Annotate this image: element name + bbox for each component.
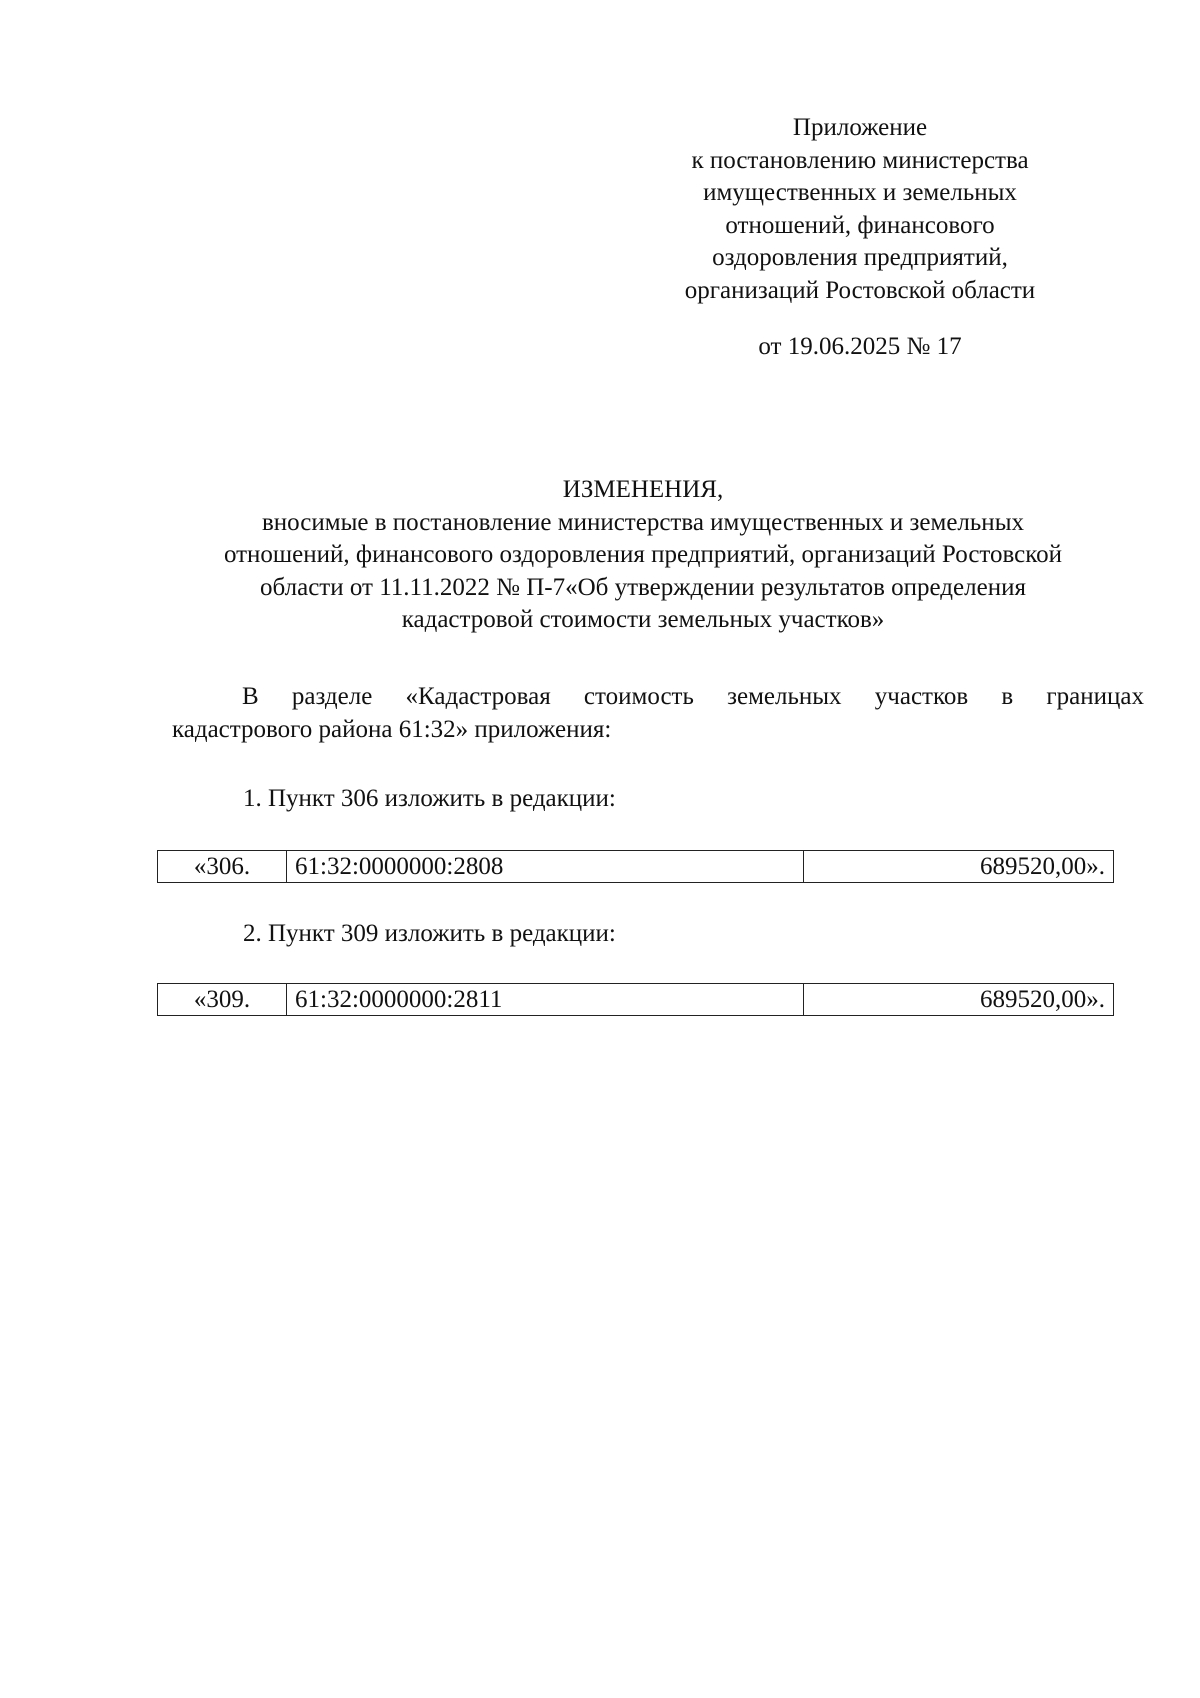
appendix-line: к постановлению министерства — [691, 146, 1029, 174]
intro-line: кадастрового района 61:32» приложения: — [172, 715, 612, 743]
title-subtitle-line: кадастровой стоимости земельных участков» — [401, 606, 885, 633]
appendix-line: имущественных и земельных — [703, 179, 1017, 206]
intro-paragraph — [172, 681, 1144, 746]
row-number-cell: «306. — [158, 851, 287, 883]
item-table-1 — [157, 850, 1114, 883]
cadastral-value-cell: 689520,00». — [804, 984, 1114, 1016]
appendix-header — [640, 112, 1080, 364]
appendix-line: оздоровления предприятий, — [712, 244, 1008, 271]
title-subtitle-line: отношений, финансового оздоровления предприятий, организаций Ростовской — [223, 541, 1063, 568]
appendix-line: организаций Ростовской области — [684, 276, 1036, 304]
table-row — [158, 984, 1114, 1016]
item-table-2 — [157, 983, 1114, 1016]
item-heading-2: 2. Пункт 309 изложить в редакции: — [243, 920, 616, 947]
appendix-line: отношений, финансового — [725, 211, 995, 239]
row-number-cell: «309. — [158, 984, 287, 1016]
appendix-date: от 19.06.2025 № 17 — [758, 333, 962, 360]
title-heading: ИЗМЕНЕНИЯ, — [562, 476, 724, 503]
cadastral-number-cell: 61:32:0000000:2811 — [287, 984, 804, 1016]
cadastral-value-cell: 689520,00». — [804, 851, 1114, 883]
intro-line: В разделе «Кадастровая стоимость земельных участков в границах — [242, 683, 1144, 710]
cadastral-number-cell: 61:32:0000000:2808 — [287, 851, 804, 883]
item-heading-1: 1. Пункт 306 изложить в редакции: — [243, 785, 616, 812]
title-subtitle-line: вносимые в постановление министерства имущественных и земельных — [262, 508, 1024, 536]
table-row — [158, 851, 1114, 883]
appendix-line: Приложение — [792, 114, 928, 141]
title-subtitle-line: области от 11.11.2022 № П-7«Об утверждении результатов определения — [260, 573, 1026, 601]
document-title — [160, 474, 1126, 637]
